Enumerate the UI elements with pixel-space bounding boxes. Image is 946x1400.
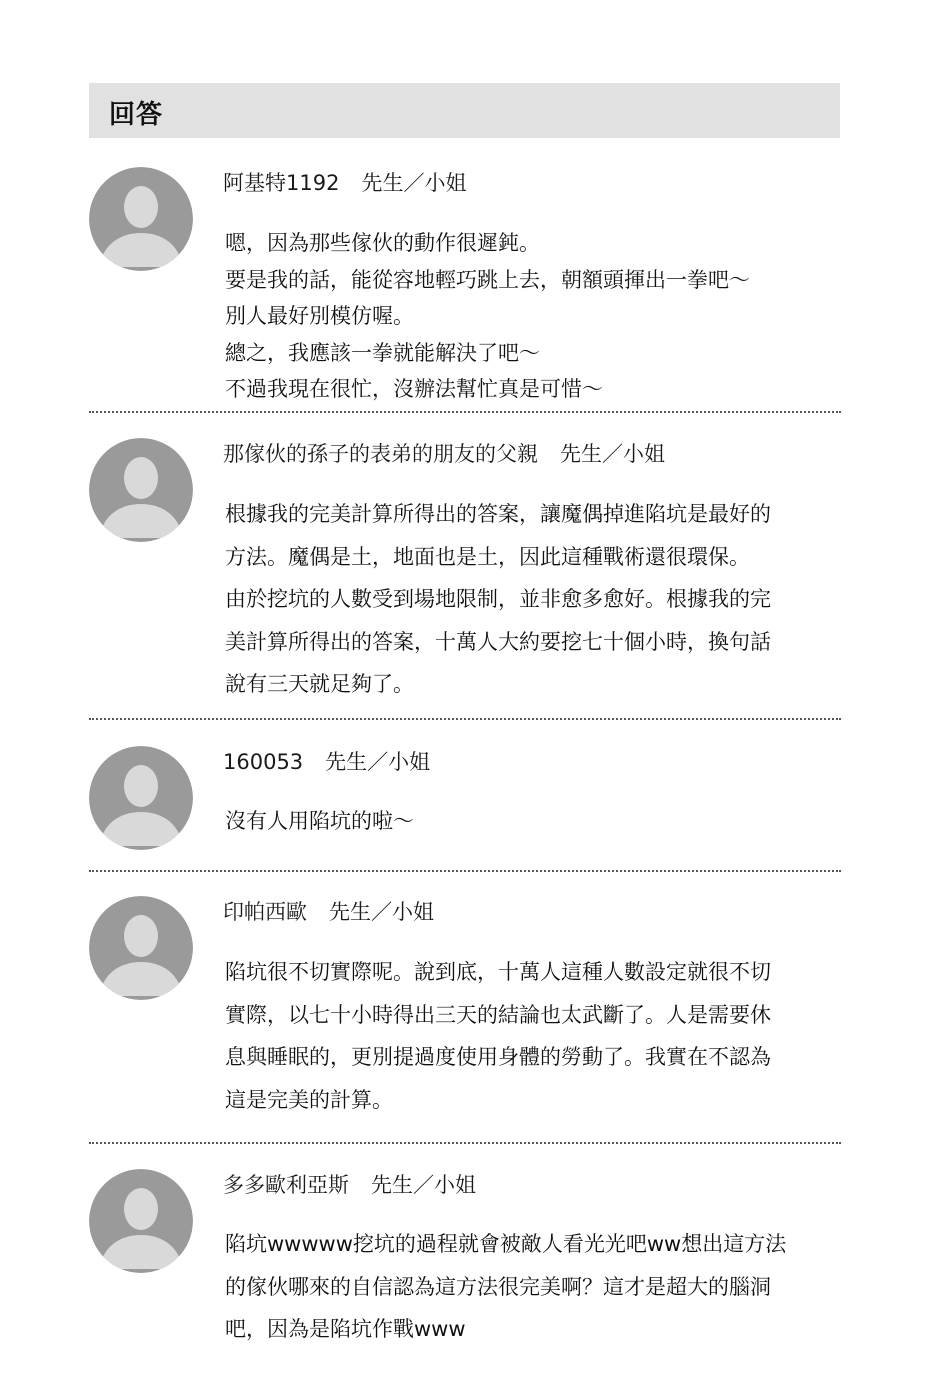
answer-post [89, 1169, 849, 1369]
answer-line: 息與睡眠的，更別提過度使用身體的勞動了。我實在不認為 [225, 1045, 771, 1069]
answer-line: 方法。魔偶是土，地面也是土，因此這種戰術還很環保。 [225, 544, 750, 569]
answer-line: 沒有人用陷坑的啦～ [225, 809, 414, 833]
answer-line: 總之，我應該一拳就能解決了吧～ [225, 340, 540, 365]
dotted-divider [89, 411, 841, 413]
answer-line: 不過我現在很忙，沒辦法幫忙真是可惜～ [225, 377, 603, 401]
answer-line: 陷坑wwwww挖坑的過程就會被敵人看光光吧ww想出這方法 [225, 1232, 787, 1256]
answer-post [89, 746, 849, 856]
default-user-avatar-icon [89, 746, 193, 850]
poster-nickname: 阿基特1192 [223, 171, 340, 195]
answer-line: 別人最好別模仿喔。 [225, 304, 414, 328]
answer-text [225, 800, 414, 843]
answer-line: 嗯，因為那些傢伙的動作很遲鈍。 [225, 231, 540, 255]
default-user-avatar-icon [89, 896, 193, 1000]
answer-line: 陷坑很不切實際呢。說到底，十萬人這種人數設定就很不切 [225, 960, 771, 984]
dotted-divider [89, 1142, 841, 1144]
poster-name [223, 438, 665, 468]
answer-line: 這是完美的計算。 [225, 1087, 393, 1112]
default-user-avatar-icon [89, 167, 193, 271]
poster-name [223, 1169, 476, 1199]
poster-nickname: 多多歐利亞斯 [223, 1173, 349, 1197]
answers-title: 回答 [109, 100, 164, 130]
poster-nickname: 印帕西歐 [223, 900, 307, 924]
poster-honorific: 先生／小姐 [361, 171, 467, 195]
answer-line: 說有三天就足夠了。 [225, 672, 414, 696]
answer-text [225, 951, 771, 1121]
poster-honorific: 先生／小姐 [560, 442, 665, 466]
default-user-avatar-icon [89, 438, 193, 542]
answer-line: 的傢伙哪來的自信認為這方法很完美啊？這才是超大的腦洞 [225, 1274, 771, 1299]
answers-header [89, 83, 840, 138]
answer-line: 要是我的話，能從容地輕巧跳上去，朝額頭揮出一拳吧～ [225, 267, 750, 292]
poster-nickname: 那傢伙的孫子的表弟的朋友的父親 [223, 442, 538, 466]
answer-post [89, 438, 849, 708]
answer-line: 由於挖坑的人數受到場地限制，並非愈多愈好。根據我的完 [225, 587, 771, 611]
answer-text [225, 225, 750, 408]
poster-nickname: 160053 [223, 750, 304, 774]
poster-name [223, 896, 434, 926]
answer-post [89, 167, 849, 402]
answer-line: 吧，因為是陷坑作戰www [225, 1317, 466, 1341]
dotted-divider [89, 718, 841, 720]
answer-post [89, 896, 849, 1126]
answer-text [225, 1223, 786, 1351]
answer-line: 根據我的完美計算所得出的答案，讓魔偶掉進陷坑是最好的 [225, 502, 771, 526]
poster-honorific: 先生／小姐 [371, 1173, 476, 1197]
dotted-divider [89, 870, 841, 872]
poster-name [223, 746, 430, 776]
answer-line: 實際，以七十小時得出三天的結論也太武斷了。人是需要休 [225, 1002, 771, 1027]
poster-honorific: 先生／小姐 [325, 750, 431, 774]
answer-text [225, 493, 771, 706]
poster-name [223, 167, 466, 197]
answer-line: 美計算所得出的答案，十萬人大約要挖七十個小時，換句話 [225, 629, 771, 654]
default-user-avatar-icon [89, 1169, 193, 1273]
poster-honorific: 先生／小姐 [329, 900, 434, 924]
